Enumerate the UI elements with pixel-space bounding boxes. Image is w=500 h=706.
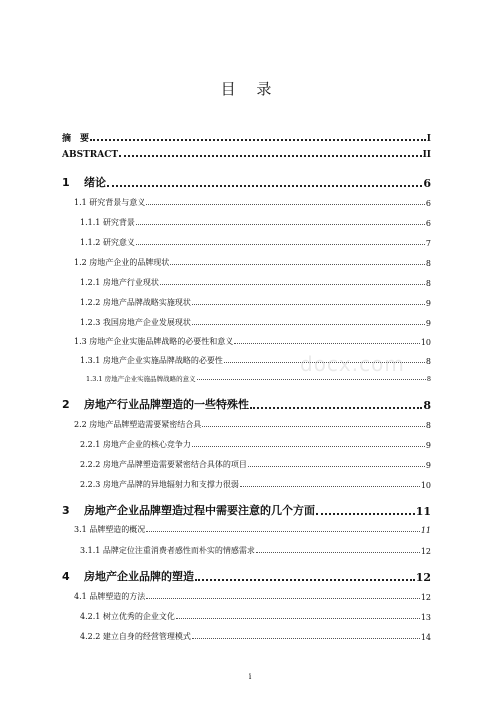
toc-subsection-4-2-2[interactable]: 4.2.2 建立自身的经营管理模式 14 bbox=[80, 632, 431, 642]
toc-chapter-4[interactable]: 4 房地产企业品牌的塑造 12 bbox=[62, 570, 431, 584]
toc-section-1-1[interactable]: 1.1 研究背景与意义 6 bbox=[74, 198, 431, 208]
toc-subsection-2-2-1[interactable]: 2.2.1 房地产企业的核心竞争力 9 bbox=[80, 440, 431, 450]
toc-subsection-3-1-1[interactable]: 3.1.1 品牌定位注重消费者感性而朴实的情感需求 12 bbox=[80, 546, 431, 556]
watermark: docx.com bbox=[300, 352, 405, 376]
toc-section-3-1[interactable]: 3.1 品牌塑造的概况 11 bbox=[74, 525, 431, 535]
toc-chapter-2[interactable]: 2 房地产行业品牌塑造的一些特殊性 8 bbox=[62, 398, 431, 412]
toc-subsection-1-3-1[interactable]: 1.3.1 房地产企业实施品牌战略的必要性 8 bbox=[80, 356, 431, 366]
toc-entry-abstract-cn[interactable]: 摘 要 I bbox=[62, 134, 431, 144]
page-number: i bbox=[248, 672, 252, 681]
toc-section-1-3[interactable]: 1.3 房地产企业实施品牌战略的必要性和意义 10 bbox=[74, 337, 431, 347]
toc-entry-abstract-en[interactable]: ABSTRACT II bbox=[62, 150, 431, 160]
toc-subsection-1-1-2[interactable]: 1.1.2 研究意义 7 bbox=[80, 238, 431, 248]
toc-section-1-2[interactable]: 1.2 房地产企业的品牌现状 8 bbox=[74, 258, 431, 268]
toc-subsection-1-3-1-b[interactable]: 1.3.1 房地产企业实施品牌战略的意义 8 bbox=[86, 375, 431, 383]
toc-subsection-1-1-1[interactable]: 1.1.1 研究背景 6 bbox=[80, 218, 431, 228]
toc-chapter-3[interactable]: 3 房地产企业品牌塑造过程中需要注意的几个方面 11 bbox=[62, 504, 431, 518]
toc-chapter-1[interactable]: 1 绪论 6 bbox=[62, 176, 431, 190]
toc-subsection-4-2-1[interactable]: 4.2.1 树立优秀的企业文化 13 bbox=[80, 612, 431, 622]
toc-section-2-2[interactable]: 2.2 房地产品牌塑造需要紧密结合具 8 bbox=[74, 420, 431, 430]
toc-subsection-1-2-2[interactable]: 1.2.2 房地产品牌战略实施现状 9 bbox=[80, 298, 431, 308]
toc-subsection-1-2-3[interactable]: 1.2.3 我国房地产企业发展现状 9 bbox=[80, 318, 431, 328]
toc-subsection-1-2-1[interactable]: 1.2.1 房地产行业现状 8 bbox=[80, 278, 431, 288]
toc-section-4-1[interactable]: 4.1 品牌塑造的方法 12 bbox=[74, 592, 431, 602]
page-title: 目 录 bbox=[220, 80, 280, 98]
toc-subsection-2-2-2[interactable]: 2.2.2 房地产品牌塑造需要紧密结合具体的项目 9 bbox=[80, 460, 431, 470]
toc-subsection-2-2-3[interactable]: 2.2.3 房地产品牌的异地辐射力和支撑力很弱 10 bbox=[80, 480, 431, 490]
